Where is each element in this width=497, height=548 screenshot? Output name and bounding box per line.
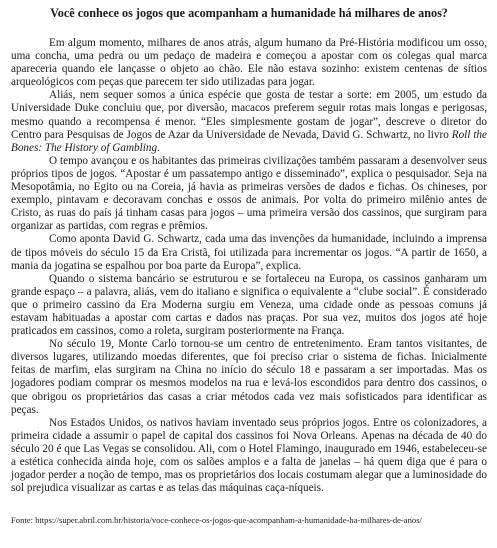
book-title: Roll the Bones: The History of Gambling: [11, 128, 487, 154]
paragraph-2-end: .: [157, 141, 160, 154]
article-title: Você conhece os jogos que acompanham a humanidade há milhares de anos?: [50, 6, 448, 20]
paragraph-6: No século 19, Monte Carlo tornou-se um centro de entretenimento. Eram tantos visitantes, de diversos lugares, utilizando moedas diferentes, que foi preciso criar o sistema de fichas. Inicialmente feitas de marfim, elas surgiram na China no início do século 18 e passaram a ser importadas. Mas os jogadores podiam comprar os mesmos modelos na rua e levá-los escondidos para dentro dos cassinos, o que obrigou os proprietários das casas a criar métodos cada vez mais sofisticados para identificar as peças.: [11, 338, 487, 416]
paragraph-3: O tempo avançou e os habitantes das primeiras civilizações também passaram a desenvolver seus próprios tipos de jogos. “Apostar é um passatempo antigo e disseminado”, explica o pesquisador. Seja na Mesopotâmia, no Egito ou na Coreia, já havia as primeiras versões de dados e fichas. Os chineses, por exemplo, pintavam e decoravam conchas e ossos de animais. Por volta do primeiro milênio antes de Cristo, as ruas do país já tinham casas para jogos – uma primeira versão dos cassinos, que surgiram para organizar as partidas, com regras e prêmios.: [11, 154, 487, 233]
paragraph-5: Quando o sistema bancário se estruturou e se fortaleceu na Europa, os cassinos ganharam um grande espaço – a palavra, aliás, vem do italiano e significa o equivalente a “clube social”. É considerado que o primeiro cassino da Era Moderna surgiu em Veneza, uma cidade onde as pessoas comuns já estavam habituadas a apostar com cartas e dados nas praças. Por sua vez, muitos dos jogos até hoje praticados em cassinos, como a roleta, surgiram posteriormente na França.: [11, 272, 487, 338]
source-citation: Fonte: https://super.abril.com.br/historia/voce-conhece-os-jogos-que-acompanham-a-humanidade-ha-milhares-de-anos/: [11, 515, 422, 526]
paragraph-2-text: Aliás, nem sequer somos a única espécie que gosta de testar a sorte: em 2005, um estudo da Universidade Duke concluiu que, por diversão, macacos preferem seguir rotas mais longas e perigosas, mesmo quando a recompensa é menor. “Eles simplesmente gostam de jogar”, descreve o diretor do Centro para Pesquisas de Jogos de Azar da Universidade de Nevada, David G. Schwartz, no livro: [11, 89, 487, 141]
paragraph-4: Como aponta David G. Schwartz, cada uma das invenções da humanidade, incluindo a imprensa de tipos móveis do século 15 da Era Cristã, foi utilizada para incrementar os jogos. “A partir de 1650, a mania da jogatina se espalhou por boa parte da Europa”, explica.: [11, 233, 487, 272]
article-body: [11, 37, 487, 495]
paragraph-7: Nos Estados Unidos, os nativos haviam inventado seus próprios jogos. Entre os colonizadores, a primeira cidade a assumir o papel de capital dos cassinos foi Nova Orleans. Apenas na década de 40 do século 20 é que Las Vegas se consolidou. Ali, com o Hotel Flamingo, inaugurado em 1946, estabeleceu-se a estética conhecida ainda hoje, com os salões amplos e a falta de janelas – há quem diga que é para o jogador perder a noção de tempo, mas os proprietários dos locais costumam alegar que a luminosidade do sol prejudica visualizar as cartas e as telas das máquinas caça-níqueis.: [11, 416, 487, 495]
paragraph-2: [11, 89, 487, 154]
document-page: [11, 6, 487, 526]
paragraph-1: Em algum momento, milhares de anos atrás, algum humano da Pré-História modificou um osso, uma concha, uma pedra ou um pedaço de madeira e começou a apostar com os colegas qual marca apareceria quando ele lançasse o objeto ao chão. Ele não estava sozinho: existem centenas de sítios arqueológicos com peças que parecem ter sido utilizadas para jogar.: [11, 37, 487, 89]
